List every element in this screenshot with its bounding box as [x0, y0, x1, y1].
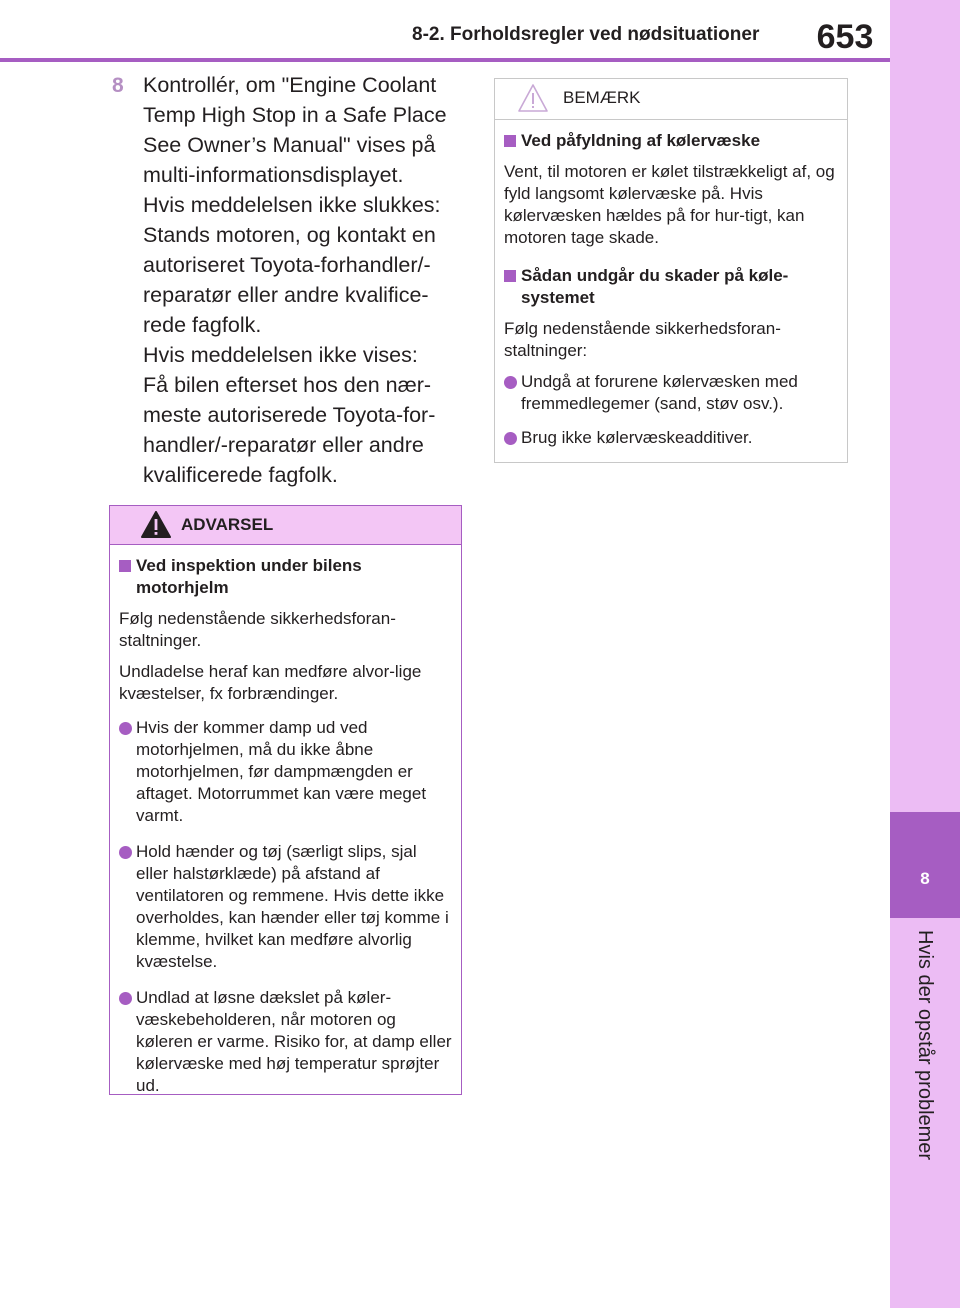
warning-bullet-text: Hvis der kommer damp ud ved motorhjelmen, må du ikke åbne motorhjelmen, før dampmængden er aftaget. Motorrummet kan være meget varmt. [136, 718, 427, 825]
note-bullet [504, 371, 838, 415]
warning-triangle-icon [141, 511, 171, 538]
warning-subheading-text: Ved inspektion under bilens motorhjelm [136, 556, 362, 597]
note-subheading-text: Ved påfyldning af kølervæske [521, 131, 761, 150]
step-text: Kontrollér, om "Engine Coolant Temp High Stop in a Safe Place See Owner’s Manual" vises på multi-informationsdisplayet. Hvis meddelelsen ikke slukkes: Stands motoren, og kontakt en autoriseret Toyota-forhandler/- reparatør eller andre kvalifice- rede fagfolk. Hvis meddelelsen ikke vises: Få bilen efterset hos den nær- meste autoriserede Toyota-for- handler/-reparatør eller andre kvalificerede fagfolk. [143, 73, 447, 487]
square-bullet-icon [504, 270, 516, 282]
note-header [495, 79, 847, 120]
warning-bullet [119, 987, 452, 1097]
section-title: 8-2. Forholdsregler ved nødsituationer [412, 24, 760, 45]
warning-paragraph: Undladelse heraf kan medføre alvor-lige kvæstelser, fx forbrændinger. [119, 662, 422, 703]
note-box [494, 78, 848, 463]
warning-paragraph: Følg nedenstående sikkerhedsforan-staltninger. [119, 609, 396, 650]
note-bullet-text: Brug ikke kølervæskeadditiver. [521, 428, 753, 447]
warning-body [110, 545, 461, 1097]
chapter-title: Hvis der opstår problemer [914, 930, 936, 1161]
caution-triangle-icon [517, 83, 549, 113]
note-paragraph: Vent, til motoren er kølet tilstrækkeligt af, og fyld langsomt kølervæske på. Hvis kølervæsken hældes på for hur-tigt, kan motoren tage skade. [504, 162, 835, 247]
warning-box [109, 505, 462, 1095]
round-bullet-icon [504, 376, 517, 389]
note-bullet-text: Undgå at forurene kølervæsken med fremmedlegemer (sand, støv osv.). [521, 372, 798, 413]
warning-bullet-text: Undlad at løsne dækslet på køler-væskebeholderen, når motoren og køleren er varme. Risiko for, at damp eller kølervæske med høj temperatur sprøjter ud. [136, 988, 452, 1095]
square-bullet-icon [504, 135, 516, 147]
note-bullet [504, 427, 838, 449]
warning-bullet [119, 717, 452, 827]
warning-header [110, 506, 461, 545]
round-bullet-icon [119, 992, 132, 1005]
warning-bullet [119, 841, 452, 973]
header-divider [0, 58, 890, 62]
round-bullet-icon [119, 722, 132, 735]
warning-subheading [119, 555, 452, 599]
note-subheading [504, 265, 838, 309]
note-subheading [504, 130, 838, 152]
warning-bullet-text: Hold hænder og tøj (særligt slips, sjal eller halstørklæde) på afstand af ventilatoren og remmene. Hvis dette ikke overholdes, kan hænder eller tøj komme i klemme, hvilket kan medføre alvorlig kvæstelse. [136, 842, 449, 971]
note-body [495, 120, 847, 449]
note-subheading-text: Sådan undgår du skader på køle-systemet [521, 266, 789, 307]
chapter-number: 8 [890, 812, 960, 918]
note-paragraph: Følg nedenstående sikkerhedsforan-staltninger: [504, 319, 781, 360]
square-bullet-icon [119, 560, 131, 572]
page-number: 653 [816, 18, 874, 56]
note-title: BEMÆRK [563, 88, 641, 107]
round-bullet-icon [504, 432, 517, 445]
step-number: 8 [112, 74, 124, 97]
round-bullet-icon [119, 846, 132, 859]
warning-title: ADVARSEL [181, 515, 274, 534]
chapter-side-tab [890, 0, 960, 1308]
